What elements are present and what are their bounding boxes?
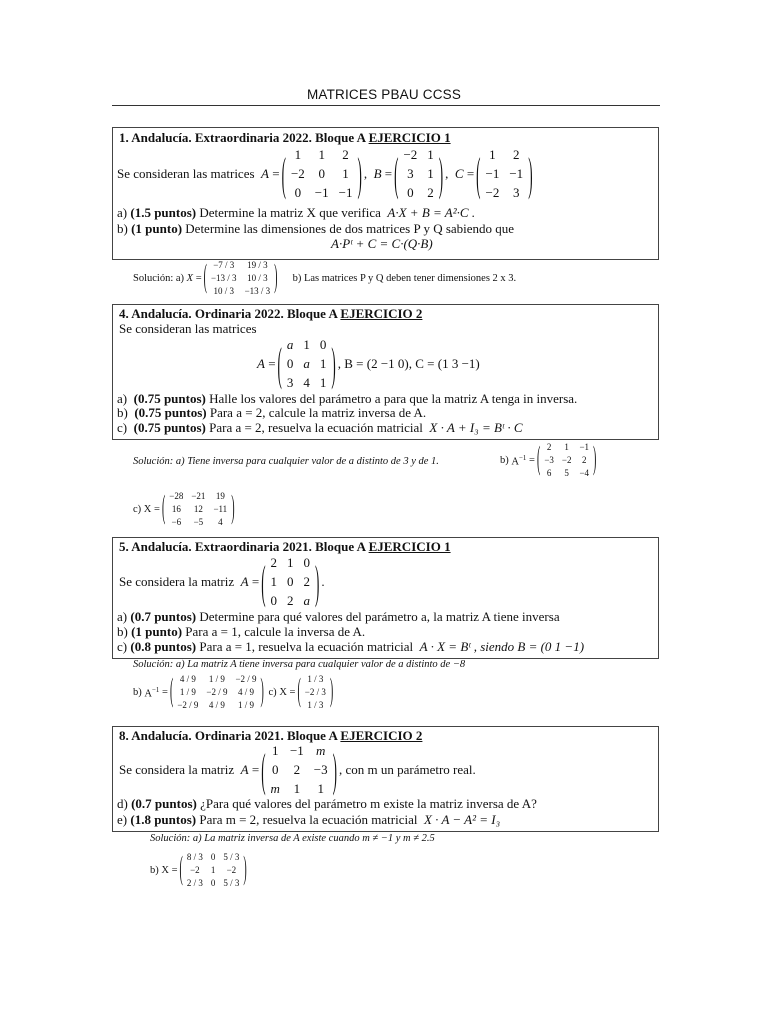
solution-b-label: b)	[150, 865, 159, 876]
left-paren: (	[261, 553, 266, 607]
exercise-5-solution-a: Solución: a) La matriz A tiene inversa para cualquier valor de a distinto de −8	[133, 659, 466, 670]
matrix-cell: 10 / 3	[213, 286, 235, 296]
matrix-row	[481, 183, 529, 202]
exercise-4-solution-b: b) $A^{-1}$ = ( 2 1 −1 −3 −2 2 6 5 −4 )	[500, 441, 598, 480]
matrix-row	[165, 503, 231, 516]
solution-matrix-X	[204, 259, 278, 298]
left-paren: (	[536, 442, 541, 479]
matrix-row	[207, 259, 274, 272]
exercise-8-part-d: d) (0.7 puntos) ¿Para qué valores del parámetro m existe la matriz inversa de A?	[117, 796, 537, 811]
matrix-cell: m	[316, 743, 326, 758]
matrix-cell: 1	[317, 781, 324, 796]
matrix-cell: −2	[485, 185, 500, 200]
matrix-cell: 2 / 3	[186, 878, 203, 888]
exercise-4-part-c: c) (0.75 puntos) Para a = 2, resuelva la ecuación matricial X · A + I₃ = Bᵗ · C	[117, 420, 523, 435]
matrix-row	[165, 490, 231, 503]
exercise-5-intro: Se considera la matriz	[119, 573, 235, 589]
part-d-text: ¿Para qué valores del parámetro m existe la matriz inversa de A?	[200, 796, 537, 811]
matrix-grid	[266, 741, 333, 798]
exercise-8-part-e: e) (1.8 puntos) Para m = 2, resuelva la ecuación matricial X · A − A² = I₃	[117, 812, 501, 827]
matrix-C	[476, 145, 532, 202]
matrix-cell: −1	[338, 185, 353, 200]
matrix-cell: −1	[579, 442, 590, 452]
matrix-cell: −6	[171, 517, 182, 527]
matrix-cell: 0	[319, 337, 327, 352]
matrix-cell: 2	[270, 555, 278, 570]
left-paren: (	[297, 674, 301, 711]
exercise-4-solution-a: Solución: a) Tiene inversa para cualquier valor de a distinto de 3 y de 1.	[133, 456, 439, 467]
exercise-5-matrix-row: Se considera la matriz A = ( 2 1 0 1 0 2 0 2 a ) .	[119, 553, 325, 610]
matrix-cell: 2	[427, 185, 434, 200]
part-a-equation: A·X + B = A²·C .	[387, 205, 476, 220]
exercise-4-header	[119, 306, 422, 322]
matrix-grid	[540, 441, 593, 480]
matrix-row	[183, 851, 244, 864]
matrix-cell: 0	[318, 166, 325, 181]
title-divider	[112, 105, 660, 106]
matrix-row	[173, 673, 260, 686]
matrix-cell: 1 / 3	[307, 700, 324, 710]
matrix-cell: 1	[427, 166, 434, 181]
left-paren: (	[277, 335, 282, 389]
matrix-cell: 0	[294, 185, 302, 200]
matrix-cell: −7 / 3	[213, 260, 235, 270]
left-paren: (	[281, 145, 286, 199]
part-b-text: Determine las dimensiones de dos matrices P y Q sabiendo que	[185, 221, 515, 236]
matrix-B	[394, 145, 443, 202]
matrix-row	[266, 760, 333, 779]
matrix-grid	[165, 490, 231, 529]
right-paren: )	[274, 260, 278, 297]
matrix-row	[540, 467, 593, 480]
exercise-8-after-text: , con m un parámetro real.	[338, 761, 476, 777]
matrix-grid	[266, 553, 316, 610]
matrix-row	[286, 164, 358, 183]
matrix-cell: a	[286, 337, 294, 352]
exercise-1-part-b: b) (1 punto) Determine las dimensiones de dos matrices P y Q sabiendo que	[117, 221, 515, 236]
matrix-row	[173, 699, 260, 712]
matrix-cell: −13 / 3	[210, 273, 237, 283]
matrix-cell: −4	[579, 468, 590, 478]
exercise-4-box	[112, 304, 659, 440]
right-paren: )	[329, 674, 334, 711]
exercise-4-matrices-row: A = ( a 1 0 0 a 1 3 4 1 ) , B = (2 −1 0), C = (1 3 −1)	[257, 335, 480, 392]
solution-matrix-A-inverse	[537, 441, 596, 480]
matrix-cell: 3	[513, 185, 520, 200]
matrix-cell: −2	[561, 455, 572, 465]
matrix-B-row: B = (2 −1 0),	[344, 355, 412, 371]
matrix-A	[261, 553, 319, 610]
matrix-grid	[207, 259, 274, 298]
matrix-cell: −1	[314, 185, 329, 200]
part-b-points: (1 punto)	[131, 221, 183, 236]
matrix-cell: m	[270, 781, 280, 796]
matrix-cell: −3	[544, 455, 554, 465]
matrix-cell: −2 / 9	[177, 700, 199, 710]
matrix-row	[183, 877, 244, 890]
part-b-equation: A·Pᵗ + C = C·(Q·B)	[331, 236, 433, 251]
matrix-cell: a	[303, 593, 311, 608]
matrix-cell: 2	[293, 762, 301, 777]
matrix-cell: −11	[213, 504, 228, 514]
exercise-5-label: EJERCICIO 1	[368, 539, 451, 554]
matrix-cell: 1 / 3	[307, 674, 324, 684]
matrix-cell: 0	[286, 356, 294, 371]
part-a-text: Halle los valores del parámetro a para que la matriz A tenga in inversa.	[209, 391, 578, 406]
matrix-cell: −28	[169, 491, 184, 501]
part-d-points: (0.7 puntos)	[131, 796, 197, 811]
matrix-row	[266, 741, 333, 760]
part-a-points: (1.5 puntos)	[130, 205, 197, 220]
matrix-cell: −2 / 9	[235, 674, 257, 684]
matrix-cell: 1	[319, 356, 327, 371]
matrix-cell: −2	[290, 166, 305, 181]
matrix-cell: 0	[303, 555, 311, 570]
matrix-cell: 1 / 9	[179, 687, 196, 697]
matrix-grid	[282, 335, 332, 392]
right-paren: )	[332, 741, 337, 795]
matrix-cell: 1	[342, 166, 349, 181]
right-paren: )	[528, 145, 533, 199]
matrix-cell: 16	[171, 504, 181, 514]
matrix-grid	[173, 673, 260, 712]
matrix-row	[286, 145, 358, 164]
matrix-cell: −13 / 3	[244, 286, 271, 296]
solution-a-label: Solución: a)	[133, 273, 185, 284]
matrix-grid	[398, 145, 438, 202]
right-paren: )	[593, 442, 597, 479]
part-e-points: (1.8 puntos)	[130, 812, 197, 827]
part-e-text: Para m = 2, resuelva la ecuación matricial	[199, 812, 418, 827]
exercise-1-title: 1. Andalucía. Extraordinaria 2022. Bloque A	[119, 130, 366, 145]
exercise-5-part-b: b) (1 punto) Para a = 1, calcule la inversa de A.	[117, 624, 366, 639]
solution-b-label: b)	[133, 687, 142, 698]
exercise-1-matrices-row: Se consideran las matrices A = ( 1 1 2 −2 0 1 0 −1 −1 ) , B = ( −2 1 3 1 0 2 ) , C = ( 1 2 −1 −1 −2 3 )	[117, 145, 535, 202]
matrix-cell: 1	[294, 147, 302, 162]
matrix-grid	[286, 145, 358, 202]
matrix-cell: 1	[287, 555, 294, 570]
exercise-4-title: 4. Andalucía. Ordinaria 2022. Bloque A	[119, 306, 338, 321]
matrix-cell: −2 / 3	[304, 687, 326, 697]
exercise-1-solution: Solución: a) X = ( −7 / 3 19 / 3 −13 / 3 10 / 3 10 / 3 −13 / 3 ) b) Las matrices P y Q deben tener dimensiones 2 x 3.	[133, 259, 516, 298]
page-title: MATRICES PBAU CCSS	[306, 87, 462, 102]
matrix-row	[286, 183, 358, 202]
matrix-cell: a	[303, 356, 310, 371]
exercise-8-solution-a: Solución: a) La matriz inversa de A existe cuando m ≠ −1 y m ≠ 2.5	[150, 833, 435, 844]
exercise-4-part-b: b) (0.75 puntos) Para a = 2, calcule la matriz inversa de A.	[117, 405, 427, 420]
exercise-5-title: 5. Andalucía. Extraordinaria 2021. Bloque A	[119, 539, 366, 554]
matrix-cell: 0	[210, 852, 216, 862]
matrix-cell: 1	[270, 574, 278, 589]
exercise-4-part-a: a) (0.75 puntos) Halle los valores del parámetro a para que la matriz A tenga in inversa.	[117, 391, 578, 406]
matrix-row	[282, 373, 332, 392]
matrix-cell: 4 / 9	[208, 700, 225, 710]
solution-c-label: c)	[268, 687, 277, 698]
matrix-cell: −1	[509, 166, 524, 181]
exercise-4-solution-c: c) X = ( −28 −21 19 16 12 −11 −6 −5 4 )	[133, 490, 237, 529]
solution-b-text: b) Las matrices P y Q deben tener dimensiones 2 x 3.	[292, 273, 517, 284]
matrix-cell: −21	[191, 491, 206, 501]
matrix-cell: 2	[546, 442, 552, 452]
matrix-cell: 8 / 3	[186, 852, 203, 862]
matrix-cell: 10 / 3	[247, 273, 268, 283]
part-a-points: (0.75 puntos)	[133, 391, 206, 406]
matrix-cell: −2 / 9	[206, 687, 228, 697]
matrix-cell: −5	[193, 517, 204, 527]
matrix-cell: 1	[489, 147, 496, 162]
matrix-cell: 4	[303, 375, 310, 390]
matrix-row	[481, 145, 529, 164]
right-paren: )	[438, 145, 444, 199]
part-b-text: Para a = 1, calcule la inversa de A.	[185, 624, 366, 639]
exercise-1-part-a: a) (1.5 puntos) Determine la matriz X que verifica A·X + B = A²·C .	[117, 205, 476, 220]
left-paren: (	[203, 260, 207, 297]
left-paren: (	[169, 674, 174, 711]
matrix-row	[282, 335, 332, 354]
matrix-cell: 0	[270, 593, 278, 608]
matrix-row	[540, 441, 593, 454]
exercise-8-solution-b: b) X = ( 8 / 3 0 5 / 3 −2 1 −2 2 / 3 0 5 / 3 )	[150, 851, 249, 890]
matrix-cell: 2	[303, 574, 311, 589]
matrix-A	[261, 741, 337, 798]
matrix-cell: 19	[215, 491, 225, 501]
part-c-equation: X · A + I₃ = Bᵗ · C	[429, 420, 523, 435]
matrix-cell: −1	[289, 743, 304, 758]
matrix-cell: 5	[564, 468, 569, 478]
left-paren: (	[261, 741, 266, 795]
exercise-4-intro: Se consideran las matrices	[119, 321, 257, 336]
exercise-8-title: 8. Andalucía. Ordinaria 2021. Bloque A	[119, 728, 338, 743]
exercise-4-label: EJERCICIO 2	[340, 306, 423, 321]
part-c-points: (0.8 puntos)	[130, 639, 197, 654]
matrix-cell: 12	[193, 504, 203, 514]
matrix-cell: 0	[407, 185, 414, 200]
matrix-row	[481, 164, 529, 183]
right-paren: )	[231, 491, 235, 528]
matrix-cell: 1	[318, 147, 325, 162]
exercise-5-box	[112, 537, 659, 659]
left-paren: (	[179, 852, 183, 889]
matrix-row	[207, 272, 274, 285]
matrix-cell: 5 / 3	[223, 852, 240, 862]
matrix-cell: 1	[303, 337, 310, 352]
matrix-C-row: C = (1 3 −1)	[415, 355, 480, 371]
exercise-8-intro: Se considera la matriz	[119, 761, 235, 777]
solution-matrix-X	[162, 490, 235, 529]
part-b-points: (1 punto)	[131, 624, 183, 639]
exercise-8-box	[112, 726, 659, 832]
matrix-cell: −2	[226, 865, 237, 875]
right-paren: )	[331, 335, 336, 389]
matrix-cell: 1	[319, 375, 327, 390]
exercise-1-intro: Se consideran las matrices	[117, 165, 255, 181]
matrix-cell: 2	[342, 147, 349, 162]
matrix-cell: 0	[271, 762, 279, 777]
matrix-cell: 19 / 3	[247, 260, 268, 270]
matrix-cell: 0	[210, 878, 216, 888]
matrix-cell: 1	[271, 743, 279, 758]
exercise-8-matrix-row: Se considera la matriz A = ( 1 −1 m 0 2 −3 m 1 1 ) , con m un parámetro real.	[119, 741, 476, 798]
matrix-A	[282, 145, 362, 202]
matrix-row	[266, 553, 316, 572]
matrix-cell: 4	[218, 517, 223, 527]
part-e-equation: X · A − A² = I₃	[423, 812, 501, 827]
left-paren: (	[394, 145, 399, 199]
left-paren: (	[476, 145, 481, 199]
part-c-text: Para a = 1, resuelva la ecuación matricial	[199, 639, 414, 654]
matrix-cell: 3	[407, 166, 414, 181]
matrix-cell: −2	[190, 865, 200, 875]
exercise-8-label: EJERCICIO 2	[340, 728, 423, 743]
part-a-text: Determine la matriz X que verifica	[199, 205, 381, 220]
matrix-row	[398, 183, 438, 202]
matrix-row	[266, 572, 316, 591]
solution-matrix-A-inverse	[170, 673, 264, 712]
part-c-text: Para a = 2, resuelva la ecuación matricial	[209, 420, 423, 435]
matrix-row	[282, 354, 332, 373]
matrix-cell: 0	[287, 574, 294, 589]
matrix-row	[173, 686, 260, 699]
matrix-cell: 1	[564, 442, 569, 452]
right-paren: )	[260, 674, 264, 711]
matrix-cell: −1	[485, 166, 500, 181]
matrix-grid	[183, 851, 244, 890]
matrix-cell: 1	[293, 781, 301, 796]
matrix-row	[301, 686, 330, 699]
matrix-row	[266, 591, 316, 610]
solution-matrix-X	[180, 851, 247, 890]
part-b-points: (0.75 puntos)	[134, 405, 207, 420]
matrix-cell: 2	[582, 455, 587, 465]
matrix-row	[207, 285, 274, 298]
matrix-cell: 4 / 9	[238, 687, 255, 697]
part-a-points: (0.7 puntos)	[130, 609, 197, 624]
exercise-5-solution-bc: b) $A^{-1}$ = ( 4 / 9 1 / 9 −2 / 9 1 / 9 −2 / 9 4 / 9 −2 / 9 4 / 9 1 / 9 ) c) X = ( 1 / 3 −2 / 3 1 / 3 )	[133, 673, 335, 712]
matrix-cell: 1 / 9	[238, 700, 255, 710]
right-paren: )	[357, 145, 362, 199]
solution-c-label: c)	[133, 504, 142, 515]
left-paren: (	[161, 491, 166, 528]
matrix-cell: 6	[546, 468, 552, 478]
matrix-cell: 3	[286, 375, 294, 390]
part-b-text: Para a = 2, calcule la matriz inversa de A.	[209, 405, 427, 420]
matrix-row	[183, 864, 244, 877]
matrix-cell: 5 / 3	[223, 878, 240, 888]
matrix-cell: 4 / 9	[179, 674, 196, 684]
matrix-row	[165, 516, 231, 529]
matrix-cell: 1	[427, 147, 434, 162]
matrix-cell: 2	[287, 593, 294, 608]
matrix-cell: −2	[403, 147, 418, 162]
matrix-A	[278, 335, 336, 392]
matrix-grid	[481, 145, 529, 202]
part-c-points: (0.75 puntos)	[133, 420, 206, 435]
matrix-row	[301, 699, 330, 712]
part-c-equation: A · X = Bᵗ , siendo B = (0 1 −1)	[419, 639, 585, 654]
matrix-row	[398, 164, 438, 183]
right-paren: )	[315, 553, 320, 607]
matrix-cell: −3	[313, 762, 328, 777]
part-a-text: Determine para qué valores del parámetro a, la matriz A tiene inversa	[199, 609, 560, 624]
exercise-5-part-c: c) (0.8 puntos) Para a = 1, resuelva la ecuación matricial A · X = Bᵗ , siendo B = (0 1 −1)	[117, 639, 585, 654]
solution-matrix-X	[297, 673, 333, 712]
matrix-row	[398, 145, 438, 164]
matrix-cell: 2	[513, 147, 520, 162]
matrix-grid	[301, 673, 330, 712]
matrix-row	[540, 454, 593, 467]
exercise-1-box	[112, 127, 659, 260]
exercise-5-part-a: a) (0.7 puntos) Determine para qué valores del parámetro a, la matriz A tiene inversa	[117, 609, 560, 624]
right-paren: )	[243, 852, 247, 889]
matrix-cell: 1	[210, 865, 216, 875]
matrix-cell: 1 / 9	[208, 674, 225, 684]
exercise-1-label: EJERCICIO 1	[368, 130, 451, 145]
solution-b-label: b)	[500, 455, 509, 466]
matrix-row	[301, 673, 330, 686]
